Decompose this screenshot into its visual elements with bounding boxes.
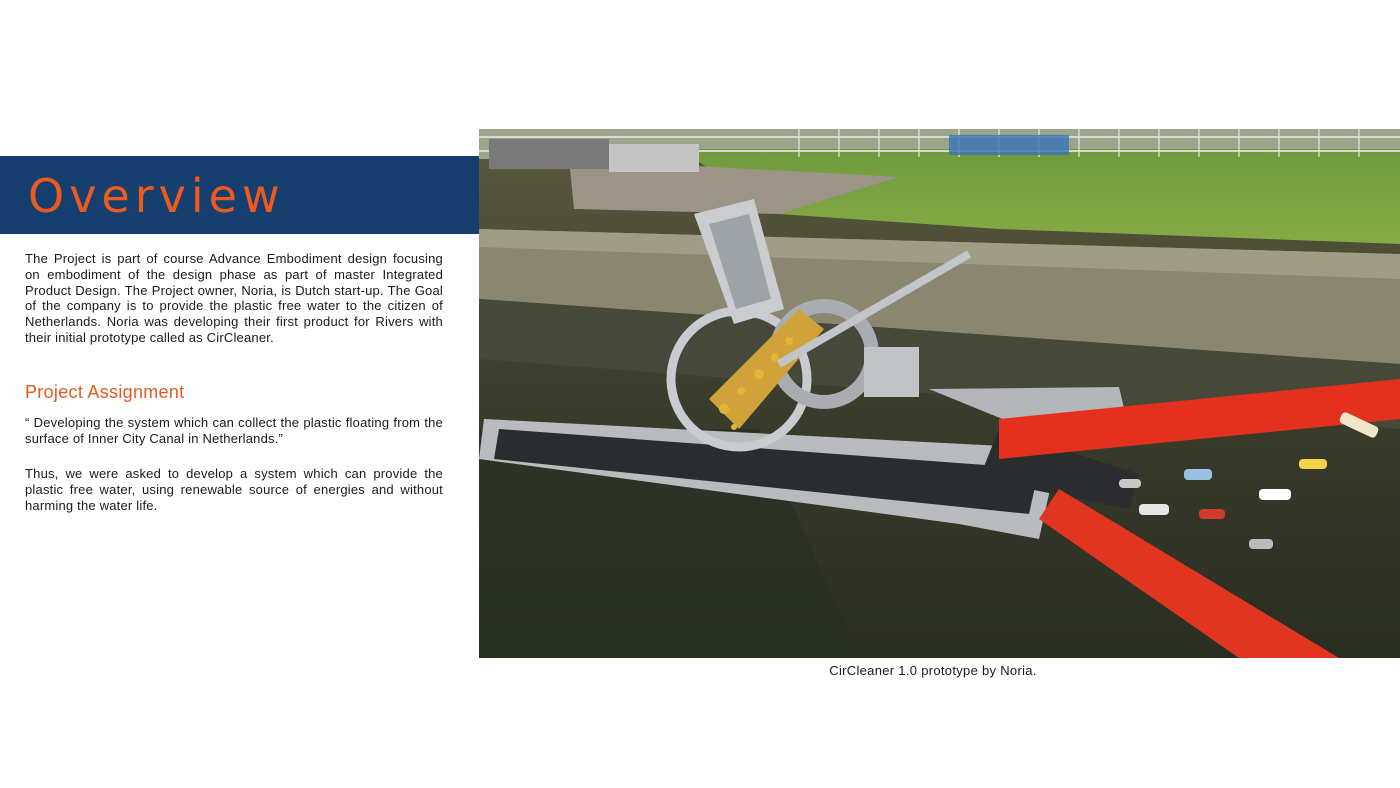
page-title: Overview	[28, 169, 285, 223]
intro-paragraph: The Project is part of course Advance Embodiment design focusing on embodiment of the design phase as part of master Integrated Product Design. The Project owner, Noria, is Dutch start-up. The Goal of the company is to provide the plastic free water to the citizen of Netherlands. Noria was developing their first product for Rivers with their initial prototype called as CirCleaner.	[25, 251, 443, 345]
assignment-quote: “ Developing the system which can collect the plastic floating from the surface of Inner City Canal in Netherlands.”	[25, 415, 443, 446]
figure-caption: CirCleaner 1.0 prototype by Noria.	[829, 663, 1037, 678]
prototype-photo	[479, 129, 1400, 658]
assignment-conclusion: Thus, we were asked to develop a system which can provide the plastic free water, using renewable source of energies and without harming the water life.	[25, 466, 443, 513]
section-heading-project-assignment: Project Assignment	[25, 382, 185, 402]
